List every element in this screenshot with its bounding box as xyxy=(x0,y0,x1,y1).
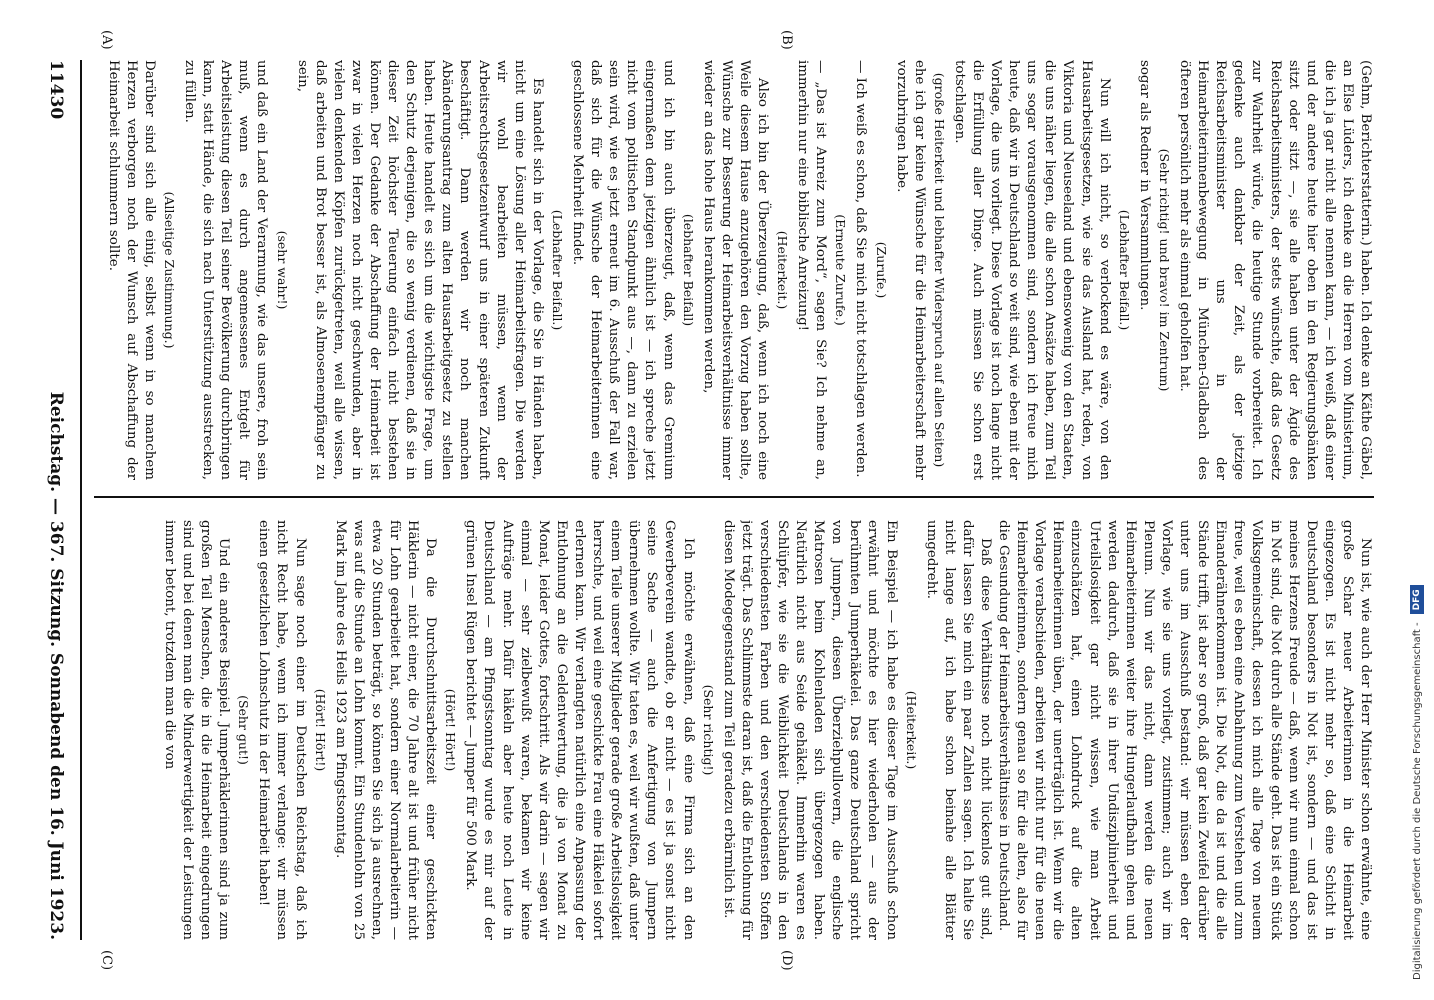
paragraph: Nun will ich nicht, so verlockend es wäre, von den Hausarbeitsgesetzen, wie sie das Ausland hat, reden, von Viktoria und Neuseeland und ebensowenig von den Staaten, die uns näher liegen, die alle schon Ansätze haben, zum Teil uns sogar vorausgenommen sind, sondern ich freue mich heute, daß wir in Deutschland so weit sind, wie eben mit der Vorlage, die uns vorliegt. Diese Vorlage ist noch lange nicht die Erfüllung aller Dinge. Auch müssen Sie schon erst totschlagen. xyxy=(951,60,1112,480)
page-header xyxy=(42,60,70,940)
stage-direction: (Allseitige Zustimmung.) xyxy=(162,191,177,349)
margin-mark-c: (C) xyxy=(99,950,114,971)
stage-direction: (sehr wahr!) xyxy=(274,230,290,310)
stage-direction: (Hört! Hört!) xyxy=(443,688,459,772)
paragraph: sogar als Redner in Versammlungen. xyxy=(1136,60,1152,311)
stage-direction: (Heiterkeit.) xyxy=(903,690,919,770)
dfg-logo: DFG xyxy=(1410,585,1424,614)
stage-direction: (lebhafter Beifall) xyxy=(680,213,696,327)
left-column xyxy=(94,60,1374,480)
page-number: 11430 xyxy=(46,60,66,120)
stage-direction: (Sehr gut!) xyxy=(236,695,252,765)
paragraph: Nun ist, wie auch der Herr Minister schon erwähnte, eine große Schar neuer Arbeiterinnen in die Heimarbeit eingezogen. Es ist nicht mehr so, daß eine Schicht in Deutschland besonders in Not ist, sondern — und das ist meines Herzens Freude — daß, wenn wir nun einmal schon in Not sind, die Not durch alle Stände geht. Das ist ein Stück Volksgemeinschaft, dessen ich mich alle Tage von neuem freue, weil es eben eine Anbahnung zum Verstehen und zum Einanderähnerkommen ist. Die Not, die da ist und die alle Stände trifft, ist aber so groß, daß gar kein Zweifel darüber unter uns im Ausschuß bestand: wir müssen eben der Vorlage, wie sie uns vorliegt, zustimmen; auch wir im Plenum. Nun wir das nicht, dann werden die neuen Heimarbeiterinnen weiter ihre Hungerlaufbahn gehen und werden dadurch, daß sie in ihrer Undisziplinierheit und Urteilslosigkeit gar nicht wissen, wie man Arbeit einzuschätzen hat, einen Lohndruck auf die alten Heimarbeiterinnen üben, der unerträglich ist. Wenn wir die Vorlage verabschieden, arbeiten wir nicht nur für die neuen Heimarbeiterinnen, sondern genau so für die alten, also für die Gesundung der Heimarbeitsverhältnisse in Deutschland. xyxy=(996,520,1373,940)
paragraph: Da die Durchschnittsarbeitszeit einer geschickten Häklerin — nicht einer, die 70 Jahre alt ist und früher nicht für Lohn gearbeitet hat, sondern einer Normalarbeiterin — etwa 20 Stunden beträgt, so können Sie sich ja ausrechnen, was auf die Stunde an Lohn kommt. Ein Stundenlohn von 25 Mark im Jahre des Heils 1923 am Pfingstsonntag. xyxy=(332,520,439,940)
paragraph: und ich bin auch überzeugt, daß, wenn das Gremium eingermaßen dem jetzigen ähnlich ist — ich spreche jetzt nicht vom politischen Standpunkt aus —, dann zu erzielen sein wird, wie es jetzt erneut im 6. Ausschuß der Fall war, daß sich für die Wünsche der Heimarbeiterinnen eine geschlossene Mehrheit findet. xyxy=(570,60,676,480)
credit-text: Digitalisierung gefördert durch die Deutsche Forschungsgemeinschaft - xyxy=(1411,622,1423,980)
stage-direction: (Heiterkeit.) xyxy=(775,230,791,310)
margin-mark-b: (B) xyxy=(779,30,794,50)
paragraph: Darüber sind sich alle einig, selbst wenn in so manchem Herzen verborgen noch der Wunsch auf Abschaffung der Heimarbeit schlummern sollte. xyxy=(105,60,157,480)
right-column xyxy=(94,520,1374,940)
stage-direction: (Lebhafter Beifall.) xyxy=(1116,209,1132,331)
margin-mark-d: (D) xyxy=(779,950,794,971)
stage-direction: (Hört! Hört!) xyxy=(312,688,328,772)
paragraph: Ich möchte erwähnen, daß eine Firma sich an den Gewerbeverein wandte, ob er nicht — es ist ja sonst nicht seine Sache — auch die Anfertigung von Jumpern übernehmen wollte. Wir taten es, weil wir wußten, daß unter einem Teile unserer Mitglieder gerade große Arbeitslosigkeit herrschte, und weil eine geschickte Frau eine Häkelei sofort erlernen kann. Wir verlangten natürlich eine Anpassung der Entlohnung an die Geldentwertung, die ja von Monat zu Monat, leider Gottes, fortschritt. Als wir darin — sagen wir einmal — sehr zielbewußt waren, bekamen wir keine Aufträge mehr. Dafür häkeln aber heute noch Leute in Deutschland — am Pfingstsonntag wurde es mir auf der grünen Insel Rügen berichtet — Jumper für 500 Mark. xyxy=(463,520,696,940)
stage-direction: (Sehr richtig! und bravo! im Zentrum) xyxy=(1156,148,1172,392)
paragraph: und daß ein Land der Verarmung, wie das unsere, froh sein muß, wenn es durch angemessenes Entgelt für Arbeitsleistung diesen Teil seiner Bevölkerung durchbringen kann, statt Hände, die sich nach Unterstützung ausstrecken, zu füllen. xyxy=(182,60,270,480)
stage-direction: (Lebhafter Beifall.) xyxy=(549,209,565,331)
page-title: Reichstag. — 367. Sitzung. Sonnabend den 16. Juni 1923. xyxy=(46,391,66,940)
paragraph: Daß diese Verhältnisse noch nicht lückenlos gut sind, dafür lassen Sie mich ein paar Zahlen sagen. Ich halte Sie nicht lange auf, ich habe schon beinahe alle Blätter umgedreht. xyxy=(923,520,994,940)
stage-direction: (Erneute Zurufe.) xyxy=(833,214,849,326)
stage-direction: (Sehr richtig!) xyxy=(700,684,716,776)
paragraph: ehe ich gar keine Wünsche für die Heimarbeiterschaft mehr vorzubringen habe. xyxy=(893,60,927,480)
paragraph: Es handelt sich in der Vorlage, die Sie in Händen haben, nicht um eine Lösung aller Heimarbeitsfragen. Die werden wir wohl bearbeiten müssen, wenn der Arbeitsrechtsgesetzentwurf uns in einer späteren Zukunft beschäftigt. Dann werden wir noch manchen Abänderungsantrag zum alten Hausarbeitgesetz zu stellen haben. Heute handelt es sich um die wichtigste Frage, um den Schutz derjenigen, die so wenig verdienen, daß sie in dieser Zeit höchster Teuerung einfach nicht bestehen können. Der Gedanke der Abschaffung der Heimarbeit ist zwar in vielen Herzen noch nicht geschwunden, aber in vielen denkenden Köpfen zurückgetreten, weil alle wissen, daß arbeiten und Brot besser ist, als Almosenempfänger zu sein, xyxy=(294,60,545,480)
stage-direction: (Zurufe.) xyxy=(873,241,889,299)
stage-direction: (große Heiterkeit und lebhafter Widerspruch auf allen Seiten) xyxy=(931,72,947,468)
paragraph: Und ein anderes Beispiel. Jumperhäklerinnen sind ja zum großen Teil Menschen, die in die Heimarbeit eingedrungen sind und bei denen man die Minderwertigkeit der Leistungen immer betont, trotzdem man die von xyxy=(161,520,232,940)
paragraph: — Ich weiß es schon, daß Sie mich nicht totschlagen werden. xyxy=(853,60,869,478)
column-divider xyxy=(94,496,1374,498)
paragraph: Nun sage noch einer im Deutschen Reichstag, daß ich nicht Recht habe, wenn ich immer verlange: wir müssen einen gesetzlichen Lohnschutz in der Heimarbeit haben! xyxy=(256,520,308,940)
margin-mark-a: (A) xyxy=(99,30,114,50)
header-rule xyxy=(80,60,82,940)
paragraph: — „Das ist Anreiz zum Mord“, sagen Sie? Ich nehme an, immerhin nur eine biblische Anreizung! xyxy=(795,60,829,480)
digitization-credit xyxy=(1405,20,1429,980)
paragraph: Also ich bin der Überzeugung, daß, wenn ich noch eine Weile diesem Hause anzugehören den Vorzug haben sollte, Wünsche zur Besserung der Heimarbeitsverhältnisse immer wieder an das hohe Haus herankommen werden, xyxy=(700,60,770,480)
paragraph: Ein Beispiel — ich habe es dieser Tage im Ausschuß schon erwähnt und möchte es hier wiederholen — aus der berühmten Jumperhäkelei. Das ganze Deutschland spricht von Jumpern, diesen Überziehpullovern, die englische Matrosen beim Kohlenladen sich übergezogen haben. Natürlich nicht aus Seide gehäkelt. Immerhin waren es Schlüpfer, wie sie die Weiblichkeit Deutschlands in den verschiedensten Farben und den verschiedensten Stoffen jetzt trägt. Das Schlimmste daran ist, daß die Entlohnung für diesen Modegegenstand zum Teil geradezu erbärmlich ist. xyxy=(720,520,899,940)
paragraph: (Gehm, Berichterstatterin.) haben. Ich denke an Käthe Gäbel, an Else Lüders, ich denke an die Herren vom Ministerium, die ich ja gar nicht alle nennen kann, — ich weiß, daß einer und der andere heute hier oben in den Regierungsbänken sitzt oder sitzt —, sie alle haben unter der Ägide des Reichsarbeitsministers, der stets wünschte, daß das Gesetz zur Wahrheit würde, die heutige Stunde vorbereitet. Ich gedenke auch dankbar der Zeit, als der jetzige Reichsarbeitsminister uns in der Heimarbeiterinnenbewegung in München-Gladbach des öfteren persönlich mehr als einmal geholfen hat. xyxy=(1177,60,1373,480)
